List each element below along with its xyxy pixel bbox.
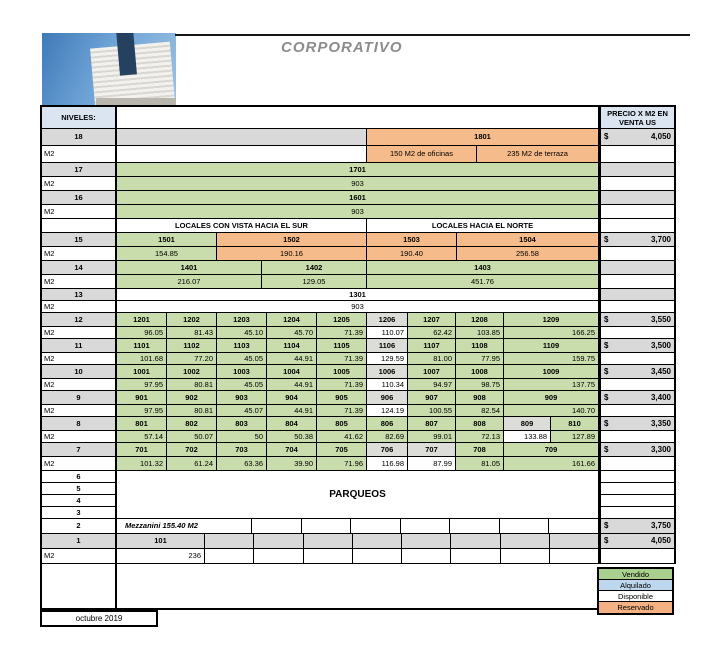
price-cell [599,391,676,405]
level-number: 5 [42,483,117,495]
currency-symbol: $ [604,444,609,454]
unit-cell: 802 [167,417,217,431]
unit-cell: 1007 [408,365,456,379]
unit-cell: 804 [267,417,317,431]
m2-row-11 [42,353,676,365]
unit-cell: 1004 [267,365,317,379]
price-cell [599,365,676,379]
legend-item-disponible: Disponible [599,591,672,602]
m2-label: M2 [42,205,117,219]
m2-cell: 50 [217,431,267,443]
unit-cell: 904 [267,391,317,405]
m2-cell: 44.91 [267,379,317,391]
unit-cell: 1008 [456,365,504,379]
unit-cell: 1005 [317,365,367,379]
price-cell [599,519,676,534]
m2-cell: 216.07 [117,275,262,289]
niveles-header: NIVELES: [42,107,117,129]
empty-cells [205,534,599,549]
currency-symbol: $ [604,418,609,428]
unit-cell: 1104 [267,339,317,353]
price-cell [599,417,676,431]
price-cell [599,353,676,365]
unit-cell: 1801 [367,129,599,146]
m2-cell: 124.19 [367,405,408,417]
m2-cell: 159.75 [504,353,599,365]
m2-cell: 77.95 [456,353,504,365]
m2-row-17 [42,177,676,191]
price-cell [599,247,676,261]
empty-cell [500,519,550,534]
empty-cell [450,519,500,534]
empty-cells [252,519,599,534]
level-row-16 [42,191,676,205]
unit-cell: 1101 [117,339,167,353]
m2-label: M2 [42,146,117,163]
level-number: 10 [42,365,117,379]
m2-cell: 97.95 [117,379,167,391]
m2-row-8 [42,431,676,443]
level-row-18 [42,129,676,146]
unit-cell: 708 [456,443,504,457]
unit-cell: 1107 [408,339,456,353]
m2-cell: 71.96 [317,457,367,471]
m2-cell: 63.36 [217,457,267,471]
price-cell [599,379,676,391]
level-row-17 [42,163,676,177]
price-cell [599,177,676,191]
unit-cell: 1504 [457,233,599,247]
m2-row-14 [42,275,676,289]
m2-cell: 116.98 [367,457,408,471]
unit-cell: 810 [551,417,599,431]
price-cell [599,495,676,507]
m2-label: M2 [42,405,117,417]
price-cell [599,289,676,301]
m2-cell: 44.91 [267,353,317,365]
m2-label: M2 [42,379,117,391]
currency-symbol: $ [604,392,609,402]
level-number: 2 [42,519,117,534]
unit-cell: 805 [317,417,367,431]
level-row-10 [42,365,676,379]
m2-cell: 190.40 [367,247,457,261]
m2-row-12 [42,327,676,339]
level-row-1 [42,534,676,549]
level-number: 3 [42,507,117,519]
m2-cell: 45.05 [217,353,267,365]
parqueos-block [42,471,676,519]
date-box: octubre 2019 [40,610,158,627]
price-value: 3,500 [650,340,671,350]
unit-cell: 704 [267,443,317,457]
price-cell [599,471,676,483]
empty-cell [254,534,303,549]
m2-cell: 154.85 [117,247,217,261]
unit-cell: 1009 [504,365,599,379]
level-column-rule [115,562,117,608]
unit-cell: 901 [117,391,167,405]
m2-cell: 71.39 [317,353,367,365]
m2-cell: 903 [117,205,599,219]
unit-cell: 1109 [504,339,599,353]
price-cell [599,534,676,549]
m2-row-7 [42,457,676,471]
m2-label: M2 [42,247,117,261]
m2-row-16 [42,205,676,219]
unit-cell: 907 [408,391,456,405]
unit-cell: 803 [217,417,267,431]
page-title: CORPORATIVO [281,39,403,56]
unit-cell: 1204 [267,313,317,327]
m2-cell: 39.90 [267,457,317,471]
unit-cell: 1403 [367,261,599,275]
unit-cell: 906 [367,391,408,405]
unit-cell: 1701 [117,163,599,177]
m2-cell: 87.99 [408,457,456,471]
unit-cell: 1502 [217,233,367,247]
m2-row-9 [42,405,676,417]
price-cell [599,405,676,417]
m2-cell: 236 [117,549,205,564]
m2-label: M2 [42,177,117,191]
legend-item-alquilado: Alquilado [599,580,672,591]
m2-cell: 166.25 [504,327,599,339]
unit-cell: 1103 [217,339,267,353]
empty-cell [117,129,367,146]
m2-cell: 72.13 [456,431,504,443]
unit-cell: 1203 [217,313,267,327]
level-row-12 [42,313,676,327]
building-base [96,98,176,105]
unit-cell: 1207 [408,313,456,327]
empty-cell [402,534,451,549]
empty-cell [117,107,599,129]
level-number: 12 [42,313,117,327]
unit-cell: 1601 [117,191,599,205]
price-cell [599,443,676,457]
m2-cell: 98.75 [456,379,504,391]
unit-cell: 1105 [317,339,367,353]
parqueos-cell: PARQUEOS [117,471,599,519]
m2-cell: 99.01 [408,431,456,443]
m2-cell: 133.88 [504,431,551,443]
m2-cell: 81.00 [408,353,456,365]
level-row-14 [42,261,676,275]
m2-cell: 41.62 [317,431,367,443]
m2-cell: 80.81 [167,405,217,417]
m2-label: M2 [42,431,117,443]
unit-cell: 706 [367,443,408,457]
level-number: 4 [42,495,117,507]
price-cell [599,275,676,289]
unit-cell: 807 [408,417,456,431]
level-row-8 [42,417,676,431]
m2-cell: 45.10 [217,327,267,339]
level-number: 14 [42,261,117,275]
m2-cell: 903 [117,301,599,313]
unit-cell: 1108 [456,339,504,353]
price-cell [599,339,676,353]
m2-cell: 94.97 [408,379,456,391]
m2-row-13 [42,301,676,313]
empty-cell [117,146,367,163]
level-row-13 [42,289,676,301]
price-cell [599,205,676,219]
m2-label: M2 [42,549,117,564]
unit-cell: 1301 [117,289,599,301]
price-value: 3,750 [650,521,671,530]
level-number: 13 [42,289,117,301]
unit-cell: 809 [504,417,551,431]
m2-cell: 44.91 [267,405,317,417]
price-cell [599,483,676,495]
m2-cell: 101.32 [117,457,167,471]
price-cell [599,146,676,163]
m2-cell: 150 M2 de oficinas [367,146,477,163]
empty-cell [302,519,352,534]
section-header-sur: LOCALES CON VISTA HACIA EL SUR [117,219,367,233]
m2-cell: 110.07 [367,327,408,339]
unit-cell: 1503 [367,233,457,247]
m2-cell: 451.76 [367,275,599,289]
m2-cell: 103.85 [456,327,504,339]
price-cell [599,191,676,205]
unit-cell: 902 [167,391,217,405]
price-cell [599,261,676,275]
m2-cell: 50.07 [167,431,217,443]
price-cell [599,313,676,327]
price-value: 3,400 [650,392,671,402]
unit-cell: 1501 [117,233,217,247]
m2-cell: 61.24 [167,457,217,471]
unit-cell: 801 [117,417,167,431]
empty-cell [42,219,117,233]
m2-label: M2 [42,327,117,339]
m2-cell: 45.07 [217,405,267,417]
unit-cell: 905 [317,391,367,405]
price-cell [599,327,676,339]
price-cell [599,301,676,313]
m2-cell: 96.05 [117,327,167,339]
m2-cell: 903 [117,177,599,191]
level-number: 15 [42,233,117,247]
bottom-frame [40,562,597,610]
m2-cell: 140.70 [504,405,599,417]
unit-cell: 1206 [367,313,408,327]
m2-cell: 71.39 [317,379,367,391]
currency-symbol: $ [604,366,609,376]
m2-cell: 129.05 [262,275,367,289]
m2-cell: 77.20 [167,353,217,365]
unit-cell: 709 [504,443,599,457]
price-cell [599,129,676,146]
pricing-table [40,105,676,564]
empty-cell [501,534,550,549]
m2-cell: 161.66 [504,457,599,471]
section-header-norte: LOCALES HACIA EL NORTE [367,219,599,233]
empty-cell [351,519,401,534]
unit-cell: 903 [217,391,267,405]
section-header-row [42,219,676,233]
level-number: 16 [42,191,117,205]
m2-cell: 256.58 [457,247,599,261]
empty-cell [304,534,353,549]
level-number: 11 [42,339,117,353]
level-number: 17 [42,163,117,177]
level-row-15 [42,233,676,247]
level-stack [42,471,117,519]
price-stack [599,471,676,519]
m2-cell: 101.68 [117,353,167,365]
m2-cell: 82.69 [367,431,408,443]
m2-row-10 [42,379,676,391]
level-number: 8 [42,417,117,431]
unit-cell: 1106 [367,339,408,353]
unit-cell: 702 [167,443,217,457]
currency-symbol: $ [604,521,609,530]
level-number: 6 [42,471,117,483]
price-cell [599,457,676,471]
price-value: 4,050 [650,536,671,545]
price-value: 4,050 [650,132,671,141]
m2-cell: 81.05 [456,457,504,471]
price-cell [599,431,676,443]
unit-cell: 1201 [117,313,167,327]
m2-cell: 57.14 [117,431,167,443]
level-number: 1 [42,534,117,549]
currency-symbol: $ [604,536,609,545]
unit-cell: 1003 [217,365,267,379]
unit-cell: 808 [456,417,504,431]
unit-cell: 1006 [367,365,408,379]
currency-symbol: $ [604,340,609,350]
legend-item-reservado: Reservado [599,602,672,613]
m2-label: M2 [42,301,117,313]
level-row-7 [42,443,676,457]
m2-cell: 45.05 [217,379,267,391]
unit-cell: 1205 [317,313,367,327]
price-value: 3,300 [650,444,671,454]
level-row-9 [42,391,676,405]
unit-cell: 1401 [117,261,262,275]
m2-label: M2 [42,457,117,471]
m2-row-18 [42,146,676,163]
price-cell [599,507,676,519]
empty-cell [549,519,599,534]
m2-cell: 71.39 [317,327,367,339]
m2-cell: 45.70 [267,327,317,339]
unit-cell: 1402 [262,261,367,275]
level-row-11 [42,339,676,353]
m2-label: M2 [42,353,117,365]
m2-cell: 71.39 [317,405,367,417]
m2-cell: 235 M2 de terraza [477,146,599,163]
level-number: 18 [42,129,117,146]
m2-label: M2 [42,275,117,289]
unit-cell: 707 [408,443,456,457]
price-cell [599,163,676,177]
price-cell [599,233,676,247]
m2-cell: 129.59 [367,353,408,365]
level-number: 9 [42,391,117,405]
price-value: 3,450 [650,366,671,376]
unit-cell: 1002 [167,365,217,379]
m2-cell: 82.54 [456,405,504,417]
price-column-header: PRECIO X M2 EN VENTA US [599,107,676,129]
unit-cell: 909 [504,391,599,405]
m2-cell: 50.38 [267,431,317,443]
unit-cell: 1202 [167,313,217,327]
building-core [116,33,137,75]
empty-cell [353,534,402,549]
status-legend [597,567,674,615]
m2-cell: 97.95 [117,405,167,417]
header-row [42,107,676,129]
unit-cell: 703 [217,443,267,457]
unit-cell: 701 [117,443,167,457]
unit-cell: 101 [117,534,205,549]
price-value: 3,350 [650,418,671,428]
currency-symbol: $ [604,234,609,244]
currency-symbol: $ [604,314,609,324]
m2-cell: 81.43 [167,327,217,339]
top-rule [175,34,690,36]
empty-cell [451,534,500,549]
mezzanine-cell: Mezzanini 155.40 M2 [117,519,252,534]
m2-cell: 62.42 [408,327,456,339]
level-row-2 [42,519,676,534]
m2-cell: 127.89 [551,431,599,443]
legend-item-vendido: Vendido [599,569,672,580]
m2-cell: 80.81 [167,379,217,391]
building-photo [42,33,176,105]
unit-cell: 806 [367,417,408,431]
price-cell [599,549,676,564]
empty-cell [205,534,254,549]
m2-cell: 137.75 [504,379,599,391]
price-cell [599,219,676,233]
currency-symbol: $ [604,132,609,141]
empty-cell [550,534,599,549]
unit-cell: 1209 [504,313,599,327]
empty-cell [252,519,302,534]
m2-row-15 [42,247,676,261]
price-value: 3,550 [650,314,671,324]
unit-cell: 1001 [117,365,167,379]
unit-cell: 705 [317,443,367,457]
unit-cell: 1208 [456,313,504,327]
m2-cell: 190.16 [217,247,367,261]
m2-cell: 110.34 [367,379,408,391]
empty-cell [401,519,451,534]
unit-cell: 1102 [167,339,217,353]
level-number: 7 [42,443,117,457]
m2-cell: 100.55 [408,405,456,417]
price-value: 3,700 [650,234,671,244]
unit-cell: 908 [456,391,504,405]
